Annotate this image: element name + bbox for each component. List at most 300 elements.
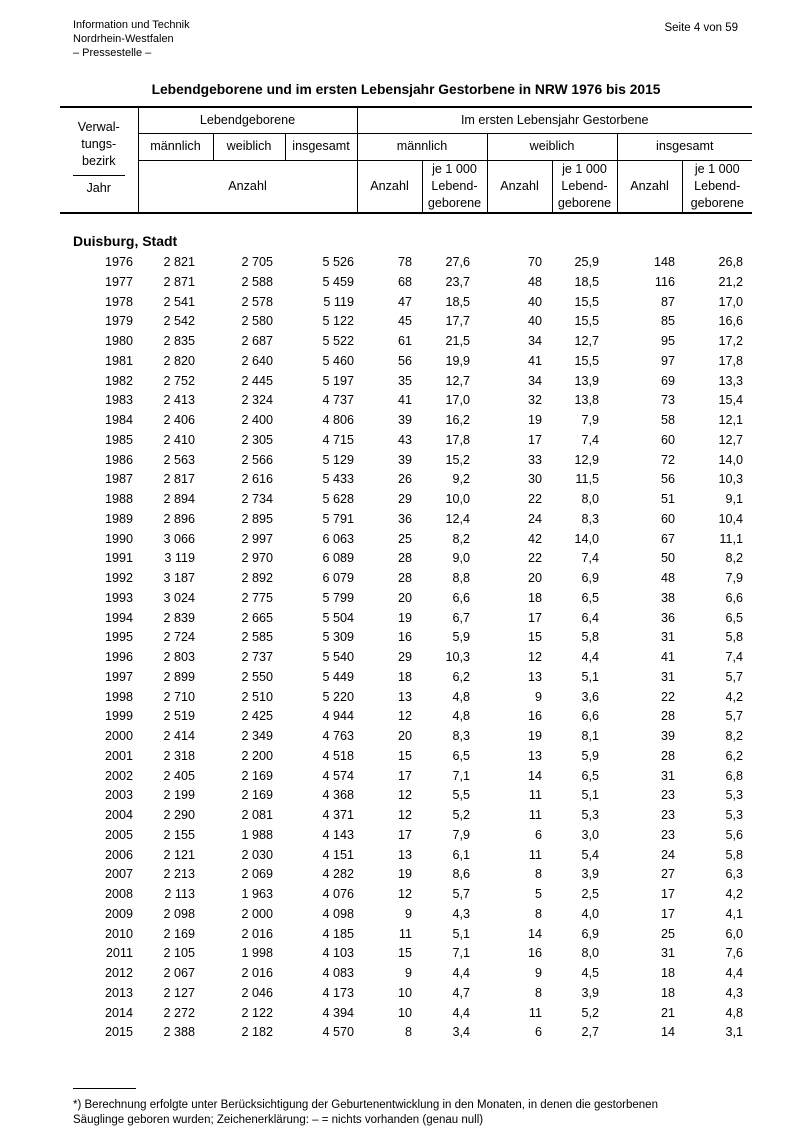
cell-deaths-total-rate: 7,9: [725, 571, 743, 585]
cell-births-total: 5 129: [322, 452, 354, 467]
cell-deaths-male-rate: 5,5: [452, 788, 470, 803]
cell-births-female: 2 305: [241, 432, 273, 447]
cell-deaths-male-count: 12: [397, 709, 412, 724]
cell-year: 2007: [104, 867, 133, 882]
cell-deaths-male-rate: 27,6: [445, 255, 470, 269]
cell-births-female: 2 324: [241, 393, 273, 408]
cell-deaths-female-count: 14: [527, 768, 542, 783]
footnote-line: *) Berechnung erfolgte unter Berücksichtigung der Geburtenentwicklung in den Monaten, in denen die gestorbenen: [73, 1099, 658, 1111]
table-row: [0, 727, 810, 747]
cell-deaths-female-rate: 4,4: [581, 650, 599, 664]
cell-deaths-total-rate: 5,3: [725, 808, 743, 822]
cell-births-total: 5 459: [322, 274, 354, 289]
cell-deaths-male-count: 78: [397, 255, 412, 269]
cell-births-total: 4 098: [322, 906, 354, 921]
cell-year: 2004: [104, 808, 133, 822]
cell-births-male: 2 752: [163, 373, 195, 388]
cell-deaths-total-count: 69: [660, 373, 675, 388]
cell-deaths-total-count: 27: [660, 867, 675, 882]
publisher-line: Information und Technik: [73, 19, 190, 31]
cell-deaths-total-rate: 6,0: [725, 926, 743, 941]
cell-births-total: 4 368: [322, 788, 354, 803]
cell-deaths-total-rate: 8,2: [725, 551, 743, 566]
cell-births-female: 2 892: [241, 571, 273, 585]
cell-births-total: 5 504: [322, 610, 354, 625]
cell-deaths-male-count: 11: [398, 926, 412, 941]
table-row: [0, 628, 810, 648]
cell-deaths-female-count: 40: [527, 314, 542, 329]
cell-year: 1990: [104, 531, 133, 546]
cell-births-male: 2 199: [163, 788, 195, 803]
cell-deaths-female-rate: 14,0: [574, 531, 599, 546]
cell-deaths-total-rate: 4,2: [725, 689, 743, 704]
cell-deaths-male-count: 56: [397, 353, 412, 368]
unit-count: Anzahl: [357, 160, 422, 213]
cell-deaths-male-rate: 17,8: [445, 432, 470, 447]
cell-births-male: 2 067: [163, 966, 195, 980]
cell-deaths-total-count: 67: [660, 531, 675, 546]
cell-deaths-male-count: 8: [404, 1025, 412, 1040]
cell-year: 1999: [104, 709, 133, 724]
cell-births-total: 4 143: [322, 827, 354, 842]
cell-deaths-total-count: 116: [654, 274, 675, 289]
cell-deaths-male-rate: 5,2: [452, 808, 470, 822]
cell-deaths-female-rate: 2,5: [581, 887, 599, 901]
cell-births-total: 4 282: [322, 867, 354, 882]
cell-deaths-female-count: 11: [528, 808, 542, 822]
cell-deaths-female-rate: 4,0: [581, 906, 599, 921]
cell-year: 2006: [104, 847, 133, 862]
cell-year: 1993: [104, 590, 133, 605]
cell-deaths-total-count: 95: [660, 334, 675, 348]
cell-deaths-male-rate: 7,1: [452, 946, 470, 961]
table-row: [0, 925, 810, 945]
cell-deaths-male-rate: 5,1: [452, 926, 470, 941]
cell-year: 2003: [104, 788, 133, 803]
cell-births-total: 5 460: [322, 353, 354, 368]
cell-births-female: 2 588: [241, 274, 273, 289]
cell-births-male: 2 414: [163, 729, 195, 743]
cell-deaths-total-rate: 6,2: [725, 748, 743, 763]
cell-year: 1983: [104, 393, 133, 408]
cell-deaths-total-count: 41: [660, 650, 675, 664]
cell-deaths-male-rate: 9,0: [452, 551, 470, 566]
cell-births-male: 2 542: [163, 314, 195, 329]
cell-deaths-male-count: 47: [397, 294, 412, 309]
header-divider: [73, 175, 125, 176]
cell-deaths-total-rate: 6,8: [725, 768, 743, 783]
cell-deaths-total-rate: 12,1: [718, 413, 743, 427]
cell-year: 1976: [104, 255, 133, 269]
cell-births-total: 5 197: [322, 373, 354, 388]
cell-births-total: 5 526: [322, 255, 354, 269]
header-text: bezirk: [81, 153, 116, 168]
cell-deaths-female-count: 22: [527, 551, 542, 566]
cell-deaths-total-count: 72: [660, 452, 675, 467]
section-title: Duisburg, Stadt: [73, 233, 178, 249]
cell-deaths-male-count: 43: [397, 432, 412, 447]
cell-births-female: 2 425: [241, 709, 273, 724]
cell-deaths-female-count: 6: [534, 1025, 542, 1040]
cell-births-female: 2 030: [241, 847, 273, 862]
cell-deaths-female-count: 8: [534, 867, 542, 882]
cell-births-female: 2 182: [241, 1025, 273, 1040]
cell-deaths-female-rate: 25,9: [574, 255, 599, 269]
table-row: [0, 510, 810, 530]
cell-deaths-male-count: 10: [397, 1005, 412, 1020]
table-row: [0, 312, 810, 332]
cell-births-male: 2 839: [163, 610, 195, 625]
cell-deaths-male-rate: 17,0: [445, 393, 470, 408]
table-header: [60, 106, 752, 214]
cell-year: 1994: [104, 610, 133, 625]
cell-births-male: 2 098: [163, 906, 195, 921]
table-row: [0, 944, 810, 964]
table-row: [0, 707, 810, 727]
cell-deaths-male-count: 45: [397, 314, 412, 329]
cell-deaths-female-rate: 8,0: [581, 946, 599, 961]
cell-deaths-female-count: 14: [527, 926, 542, 941]
cell-births-male: 2 406: [163, 413, 195, 427]
header-text: je 1 000: [694, 161, 740, 176]
cell-deaths-female-rate: 7,9: [581, 413, 599, 427]
cell-deaths-female-count: 15: [527, 630, 542, 645]
cell-births-total: 4 763: [322, 729, 354, 743]
cell-deaths-female-rate: 15,5: [574, 353, 599, 368]
table-row: [0, 806, 810, 826]
cell-deaths-total-rate: 5,6: [725, 827, 743, 842]
publisher-block: [73, 18, 190, 60]
cell-year: 1984: [104, 413, 133, 427]
table-row: [0, 549, 810, 569]
unit-count: Anzahl: [138, 160, 357, 213]
cell-deaths-total-count: 18: [660, 966, 675, 980]
publisher-line: Nordrhein-Westfalen: [73, 33, 174, 45]
table-row: [0, 451, 810, 471]
cell-year: 2005: [104, 827, 133, 842]
cell-deaths-total-count: 17: [660, 887, 675, 901]
cell-deaths-male-count: 25: [397, 531, 412, 546]
cell-deaths-male-rate: 7,1: [452, 768, 470, 783]
cell-deaths-female-rate: 5,8: [581, 630, 599, 645]
cell-deaths-female-rate: 5,3: [581, 808, 599, 822]
cell-deaths-female-rate: 5,1: [581, 669, 599, 684]
cell-deaths-male-count: 28: [397, 551, 412, 566]
cell-births-female: 2 705: [241, 255, 273, 269]
cell-deaths-female-count: 34: [527, 373, 542, 388]
cell-births-female: 2 169: [241, 768, 273, 783]
cell-deaths-male-count: 68: [397, 274, 412, 289]
cell-deaths-female-rate: 12,7: [574, 334, 599, 348]
cell-deaths-total-count: 24: [660, 847, 675, 862]
cell-births-male: 2 290: [163, 808, 195, 822]
cell-deaths-total-count: 22: [660, 689, 675, 704]
col-deaths-total: insgesamt: [617, 133, 752, 160]
cell-births-male: 2 410: [163, 432, 195, 447]
cell-deaths-total-rate: 5,7: [725, 669, 743, 684]
cell-deaths-male-rate: 8,3: [452, 729, 470, 743]
cell-deaths-total-count: 18: [660, 985, 675, 1000]
table-row: [0, 865, 810, 885]
cell-births-female: 1 998: [241, 946, 273, 961]
table-row: [0, 1004, 810, 1024]
cell-deaths-total-count: 97: [660, 353, 675, 368]
table-row: [0, 391, 810, 411]
footnote-divider: [73, 1088, 136, 1089]
cell-births-total: 5 522: [322, 334, 354, 348]
cell-year: 2002: [104, 768, 133, 783]
cell-deaths-total-count: 50: [660, 551, 675, 566]
cell-deaths-total-count: 25: [660, 926, 675, 941]
cell-births-male: 2 405: [163, 768, 195, 783]
cell-deaths-female-count: 12: [527, 650, 542, 664]
cell-deaths-male-count: 61: [397, 334, 412, 348]
cell-year: 1981: [104, 353, 133, 368]
cell-births-female: 2 578: [241, 294, 273, 309]
cell-deaths-female-rate: 13,9: [574, 373, 599, 388]
cell-births-male: 2 820: [163, 353, 195, 368]
cell-deaths-total-count: 48: [660, 571, 675, 585]
cell-deaths-total-rate: 6,6: [725, 590, 743, 605]
cell-deaths-female-rate: 12,9: [574, 452, 599, 467]
col-deaths-female: weiblich: [487, 133, 617, 160]
table-row: [0, 352, 810, 372]
table-row: [0, 569, 810, 589]
cell-deaths-total-count: 58: [660, 413, 675, 427]
header-text: geborene: [557, 195, 612, 210]
admin-district-header: [60, 107, 138, 213]
cell-births-female: 2 997: [241, 531, 273, 546]
cell-deaths-female-rate: 7,4: [581, 551, 599, 566]
cell-births-female: 1 988: [241, 827, 273, 842]
cell-deaths-total-count: 28: [660, 709, 675, 724]
cell-deaths-male-count: 20: [397, 729, 412, 743]
cell-births-female: 2 665: [241, 610, 273, 625]
cell-births-female: 2 169: [241, 788, 273, 803]
cell-births-total: 5 449: [322, 669, 354, 684]
cell-deaths-total-rate: 4,8: [725, 1005, 743, 1020]
cell-deaths-total-rate: 7,6: [725, 946, 743, 961]
cell-births-female: 2 016: [241, 926, 273, 941]
cell-year: 1986: [104, 452, 133, 467]
cell-births-male: 2 105: [163, 946, 195, 961]
cell-births-total: 5 220: [322, 689, 354, 704]
cell-deaths-female-rate: 6,5: [581, 590, 599, 605]
cell-births-male: 2 724: [163, 630, 195, 645]
cell-deaths-total-count: 148: [653, 255, 675, 269]
cell-births-female: 2 566: [241, 452, 273, 467]
header-text: Lebend-: [694, 178, 741, 193]
cell-year: 1989: [104, 511, 133, 526]
cell-births-total: 4 944: [322, 709, 354, 724]
unit-rate: [422, 160, 487, 213]
cell-deaths-female-count: 48: [527, 274, 542, 289]
cell-births-male: 2 519: [163, 709, 195, 724]
header-text: geborene: [690, 195, 744, 210]
cell-deaths-female-rate: 3,9: [581, 867, 599, 882]
cell-births-total: 4 103: [322, 946, 354, 961]
table-row: [0, 905, 810, 925]
cell-deaths-male-count: 26: [397, 472, 412, 487]
cell-births-female: 2 069: [241, 867, 273, 882]
cell-deaths-total-count: 31: [660, 768, 675, 783]
cell-deaths-total-count: 60: [660, 511, 675, 526]
cell-deaths-total-rate: 26,8: [718, 255, 743, 269]
cell-births-total: 4 076: [322, 887, 354, 901]
cell-deaths-total-count: 31: [660, 669, 675, 684]
cell-deaths-male-count: 12: [397, 788, 412, 803]
cell-deaths-total-count: 38: [660, 590, 675, 605]
cell-deaths-female-rate: 18,5: [574, 274, 599, 289]
col-female: weiblich: [213, 133, 285, 160]
cell-births-female: 2 200: [241, 748, 273, 763]
cell-births-total: 4 518: [322, 748, 354, 763]
cell-year: 1978: [104, 294, 133, 309]
cell-births-male: 2 563: [163, 452, 195, 467]
col-deaths-male: männlich: [357, 133, 487, 160]
footnote-line: Säuglinge geboren wurden; Zeichenerklärung: – = nichts vorhanden (genau null): [73, 1114, 484, 1126]
cell-year: 2008: [104, 887, 133, 901]
cell-year: 2011: [105, 946, 133, 961]
cell-deaths-male-rate: 5,7: [452, 887, 470, 901]
cell-deaths-total-rate: 4,4: [725, 966, 743, 980]
unit-count: Anzahl: [487, 160, 552, 213]
cell-deaths-male-rate: 4,8: [452, 709, 470, 724]
cell-births-total: 4 394: [322, 1005, 354, 1020]
cell-births-female: 2 016: [241, 966, 273, 980]
cell-deaths-male-rate: 6,2: [452, 669, 470, 684]
cell-births-total: 4 570: [322, 1025, 354, 1040]
cell-deaths-male-rate: 4,8: [452, 689, 470, 704]
document-title: Lebendgeborene und im ersten Lebensjahr Gestorbene in NRW 1976 bis 2015: [151, 82, 661, 97]
cell-deaths-male-rate: 8,6: [452, 867, 470, 882]
cell-deaths-female-count: 42: [527, 531, 542, 546]
cell-deaths-female-count: 41: [527, 353, 542, 368]
header-text: geborene: [427, 195, 482, 210]
cell-births-female: 2 737: [241, 650, 273, 664]
cell-deaths-male-count: 9: [404, 906, 412, 921]
cell-deaths-total-count: 28: [660, 748, 675, 763]
cell-deaths-male-rate: 6,6: [452, 590, 470, 605]
cell-deaths-male-rate: 5,9: [452, 630, 470, 645]
cell-deaths-male-rate: 4,3: [452, 906, 470, 921]
cell-deaths-male-rate: 23,7: [445, 274, 470, 289]
cell-deaths-female-rate: 7,4: [581, 432, 599, 447]
cell-births-male: 2 817: [163, 472, 195, 487]
table-row: [0, 826, 810, 846]
cell-year: 2012: [104, 966, 133, 980]
cell-deaths-male-count: 41: [397, 393, 412, 408]
cell-deaths-female-rate: 8,0: [581, 492, 599, 506]
cell-births-female: 2 550: [241, 669, 273, 684]
cell-deaths-total-count: 14: [660, 1025, 675, 1040]
cell-deaths-total-count: 73: [660, 393, 675, 408]
cell-births-male: 2 413: [163, 393, 195, 408]
header-text: tungs-: [81, 136, 117, 151]
cell-deaths-male-count: 36: [397, 511, 412, 526]
table-row: [0, 984, 810, 1004]
cell-deaths-male-count: 17: [397, 827, 412, 842]
cell-deaths-total-count: 23: [660, 808, 675, 822]
cell-births-male: 2 113: [164, 887, 195, 901]
table-row: [0, 767, 810, 787]
cell-deaths-female-rate: 5,2: [581, 1005, 599, 1020]
cell-deaths-total-rate: 16,6: [718, 314, 743, 329]
header-text: Verwal-: [77, 119, 120, 134]
cell-deaths-male-rate: 21,5: [445, 334, 470, 348]
cell-births-female: 2 000: [241, 906, 273, 921]
cell-births-total: 6 089: [322, 551, 354, 566]
cell-deaths-female-count: 11: [528, 788, 542, 803]
cell-year: 1998: [104, 689, 133, 704]
cell-deaths-total-count: 51: [660, 492, 675, 506]
cell-births-female: 2 775: [241, 590, 273, 605]
cell-deaths-male-count: 19: [397, 867, 412, 882]
cell-deaths-male-rate: 19,9: [445, 353, 470, 368]
table-row: [0, 668, 810, 688]
cell-deaths-male-count: 9: [404, 966, 412, 980]
cell-deaths-total-count: 23: [660, 827, 675, 842]
table-row: [0, 372, 810, 392]
cell-deaths-male-count: 16: [397, 630, 412, 645]
cell-deaths-female-count: 22: [527, 492, 542, 506]
cell-deaths-male-count: 29: [397, 492, 412, 506]
col-male: männlich: [138, 133, 213, 160]
cell-deaths-female-rate: 5,1: [581, 788, 599, 803]
header-text: je 1 000: [562, 161, 607, 176]
cell-deaths-male-count: 39: [397, 413, 412, 427]
cell-deaths-total-rate: 4,1: [725, 906, 743, 921]
cell-births-female: 1 963: [241, 887, 273, 901]
cell-births-male: 2 169: [163, 926, 195, 941]
col-total: insgesamt: [285, 133, 357, 160]
cell-deaths-total-rate: 17,2: [718, 334, 743, 348]
cell-births-female: 2 895: [241, 511, 273, 526]
table-row: [0, 253, 810, 273]
table-row: [0, 747, 810, 767]
cell-births-male: 2 896: [163, 511, 195, 526]
cell-deaths-total-rate: 15,4: [718, 393, 743, 408]
cell-year: 1980: [104, 334, 133, 348]
cell-deaths-male-rate: 4,7: [452, 985, 470, 1000]
header-text: je 1 000: [432, 161, 477, 176]
cell-births-female: 2 400: [241, 413, 273, 427]
cell-deaths-male-rate: 12,4: [445, 511, 470, 526]
cell-births-female: 2 970: [241, 551, 273, 566]
cell-births-total: 5 122: [322, 314, 354, 329]
unit-rate: [552, 160, 617, 213]
cell-deaths-total-count: 23: [660, 788, 675, 803]
cell-deaths-male-rate: 18,5: [445, 294, 470, 309]
cell-deaths-male-rate: 10,3: [445, 650, 470, 664]
table-row: [0, 332, 810, 352]
cell-deaths-total-rate: 5,7: [725, 709, 743, 724]
cell-deaths-female-count: 19: [527, 729, 542, 743]
cell-deaths-total-rate: 11,1: [719, 531, 743, 546]
cell-deaths-male-count: 12: [397, 808, 412, 822]
cell-deaths-total-count: 39: [660, 729, 675, 743]
page-number: Seite 4 von 59: [664, 22, 738, 34]
cell-year: 2015: [104, 1025, 133, 1040]
cell-year: 1977: [104, 274, 133, 289]
cell-deaths-female-count: 9: [534, 689, 542, 704]
cell-births-total: 5 433: [322, 472, 354, 487]
cell-deaths-female-rate: 3,9: [581, 985, 599, 1000]
cell-births-male: 2 388: [163, 1025, 195, 1040]
cell-deaths-total-count: 60: [660, 432, 675, 447]
cell-deaths-total-count: 17: [660, 906, 675, 921]
cell-year: 1982: [104, 373, 133, 388]
